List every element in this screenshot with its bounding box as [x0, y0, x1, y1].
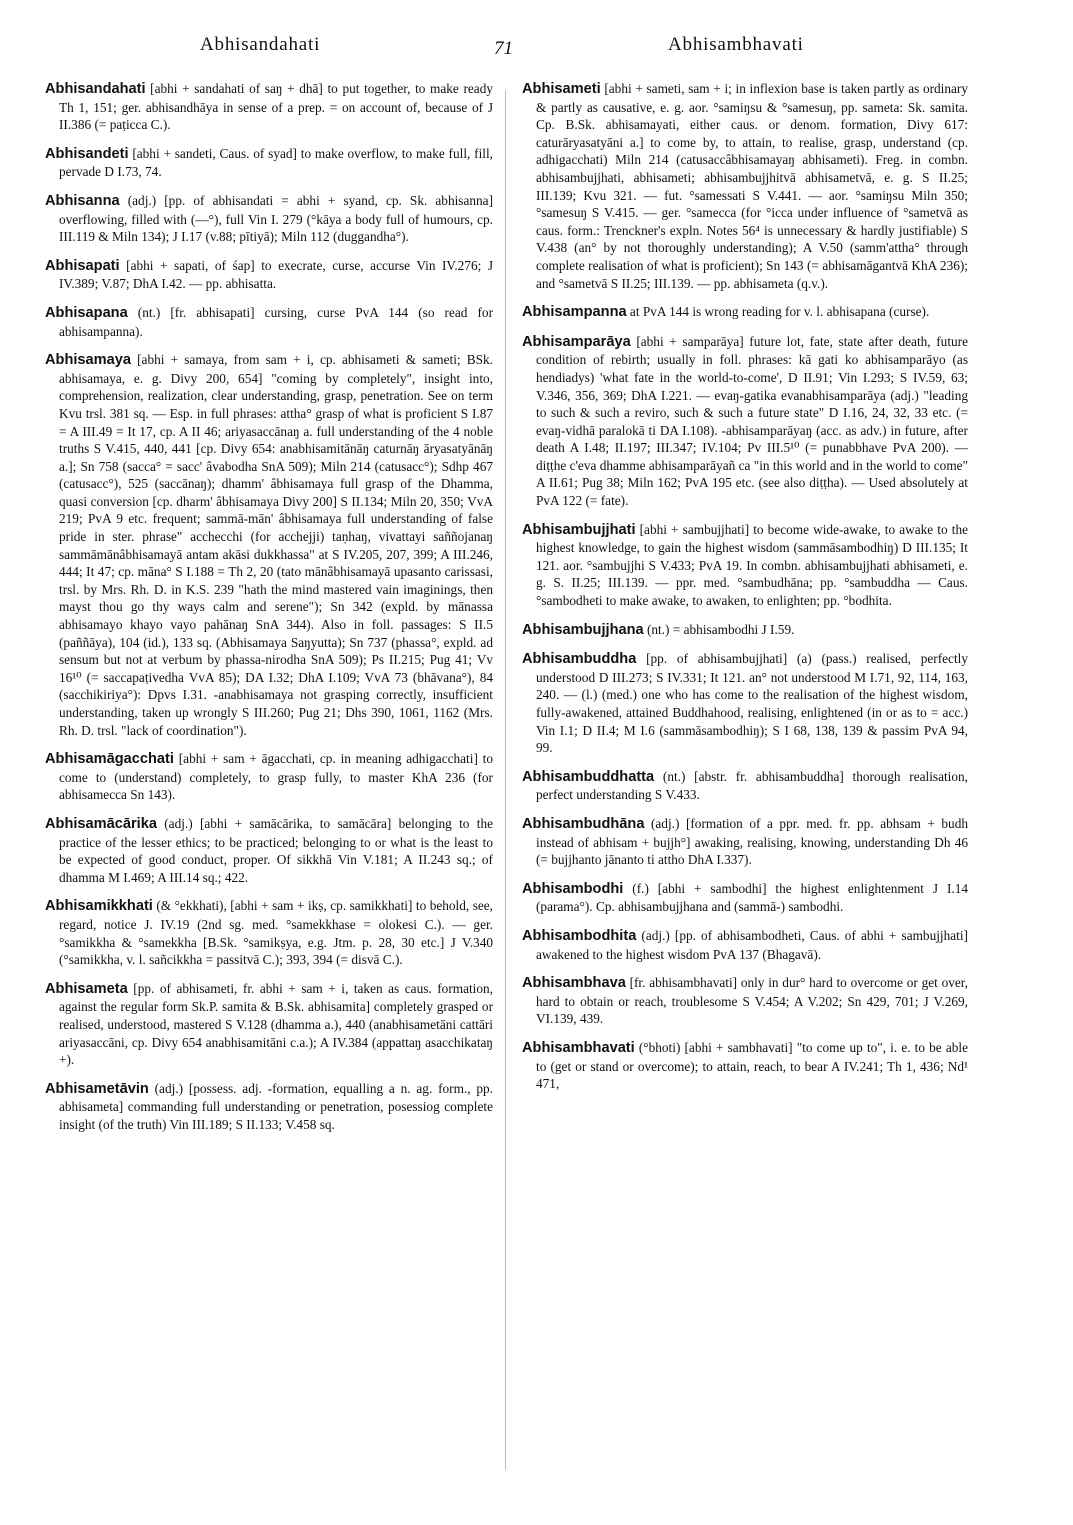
- entry-headword: Abhisambujjhati: [522, 521, 636, 538]
- entry-body: [abhi + sam + āgacchati, cp. in meaning adhigacchati] to come to (understand) completely, to grasp fully, to master KhA 236 (for abhisameccа Sn 143).: [59, 751, 493, 803]
- entry-headword: Abhisamikkhati: [45, 898, 153, 915]
- dictionary-entry: [45, 980, 493, 1069]
- entry-body: [abhi + sameti, sam + i; in inflexion base is taken partly as ordinary & partly as causative, e. g. aor. °samiŋsu & °samesuŋ, pp. sameta: Sk. samita. Cp. B.Sk. abhisamayati, either caus. or denom. formation, Divy 617: caturāryasatyāni a.] to come by, to attain, to realise, grasp, understand (cp. adhigacchati) Miln 214 (catusaccâbhisamayaŋ abhisameti). Freg. in combn. abhisambujjhati, abhisameti; abhisambujjhitvā abhisametvā, e. g. S II.25; III.139; Kvu 321. — fut. °samessati S V.441. — aor. °samiŋsu Miln 350; °samesuŋ S V.415. — ger. °samecca (for °icca under influence of °sametvā as caus. form.: Trenckner's expln. Notes 56⁴ is unnecessary & hardly justifiable) S V.438 (an° by not thoroughly understanding); A V.50 (samm'attha° through complete realisation of what is proficient); Sn 143 (= abhisamāgantvā KhA 236); and °sametvā S II.25; III.139. — pp. abhisameta (q.v.).: [536, 81, 968, 291]
- dictionary-entry: [522, 650, 968, 757]
- entry-headword: Abhisambujjhana: [522, 621, 644, 638]
- entry-headword: Abhisambuddha: [522, 651, 637, 668]
- dictionary-entry: [45, 192, 493, 246]
- dictionary-entry: [522, 927, 968, 963]
- entry-body: (adj.) [pp. of abhisandati = abhi + syand, cp. Sk. abhisanna] overflowing, filled with (—°), full Vin I. 279 (°kāya a body full of humours, cp. III.119 & Miln 134); J I.17 (v.88; pītiyā); Miln 112 (duggandha°).: [59, 192, 493, 245]
- dictionary-entry: [522, 303, 968, 322]
- entry-headword: Abhisandahati: [45, 81, 146, 97]
- entry-body: (adj.) [pp. of abhisambodheti, Caus. of abhi + sambujjhati] awakened to the highest wisdom PvA 137 (Bhagavā).: [536, 927, 968, 962]
- entry-headword: Abhisameti: [522, 81, 601, 97]
- entry-headword: Abhisandeti: [45, 145, 129, 162]
- dictionary-entry: [522, 880, 968, 916]
- entry-body: [fr. abhisambhavati] only in dur° hard to overcome or get over, hard to obtain or reach, troublesome S V.454; A V.202; Sn 429, 701; J V.269, VI.139, 439.: [536, 975, 968, 1027]
- dictionary-entry: [45, 815, 493, 886]
- entry-body: (nt.) = abhisambodhi J I.59.: [643, 621, 795, 637]
- entry-body: (adj.) [possess. adj. -formation, equalling a n. ag. form., pp. abhisameta] commanding full understanding or penetration, posessiog complete insight (of the truth) Vin III.189; S II.133; V.458 sq.: [59, 1080, 493, 1132]
- entry-headword: Abhisanna: [45, 192, 120, 209]
- entry-body: [abhi + sambujjhati] to become wide-awake, to awake to the highest knowledge, to gain the highest wisdom (sammāsambodhiŋ) D III.135; It 121. aor. °sambujjhi S V.433; PvA 19. In combn. abhisambujjhati abhisameti, e. g. S. II.25; III.139. — ppr. med. °sambudhāna; pp. °sambuddha — Caus. °sambodheti to make awake, to awaken, to enlighten; pp. °bodhita.: [536, 521, 968, 609]
- entry-headword: Abhisambhavati: [522, 1039, 635, 1056]
- entry-body: [pp. of abhisambujjhati] (a) (pass.) realised, perfectly understood D III.273; S IV.331; It 121. an° not understood M I.71, 92, 114, 163, 240. — (l.) (med.) one who has come to the realisation of the highest wisdom, fully-awakened, attained Buddhahood, realising, enlightened (in or as to = acc.) Vin I.1; D II.4; M I.6 (sammāsambodhiŋ); S I 68, 138, 139 & passim PvA 94, 99.: [536, 651, 968, 756]
- entry-body: [abhi + sandeti, Caus. of syad] to make overflow, to make full, fill, pervade D I.73, 74.: [59, 145, 493, 180]
- dictionary-entry: [45, 257, 493, 293]
- entry-body: (°bhoti) [abhi + sambhavati] "to come up to", i. e. to be able to (get or stand or overcome); to attain, reach, to bear A IV.241; Th 1, 436; Nd¹ 471,: [536, 1039, 968, 1092]
- entry-headword: Abhisamaya: [45, 352, 131, 369]
- entry-body: at PvA 144 is wrong reading for v. l. abhisapana (curse).: [626, 304, 930, 320]
- entry-body: [abhi + sandahati of saŋ + dhā] to put together, to make ready Th 1, 151; ger. abhisandhāya in sense of a prep. = on account of, because of J II.386 (= paṭicca C.).: [59, 81, 493, 133]
- entry-headword: Abhisamparāya: [522, 333, 631, 350]
- dictionary-entry: [45, 80, 493, 134]
- column-divider: [505, 90, 506, 1470]
- dictionary-entry: [45, 304, 493, 340]
- dictionary-entry: [522, 974, 968, 1028]
- left-column: [45, 80, 493, 1144]
- entry-body: (nt.) [abstr. fr. abhisambuddha] thorough realisation, perfect understanding S V.433.: [536, 768, 968, 803]
- entry-body: (adj.) [abhi + samācārika, to samācāra] belonging to the practice of the lesser ethics; to be practiced; belonging to or what is the least to be expected of good conduct, proper. Of sikkhā Vin V.181; A II.243 sq.; of dhamma M I.469; A III.14 sq.; 422.: [59, 815, 493, 885]
- dictionary-entry: [522, 768, 968, 804]
- entry-headword: Abhisametāvin: [45, 1080, 149, 1097]
- dictionary-entry: [522, 333, 968, 510]
- dictionary-entry: [45, 145, 493, 181]
- entry-headword: Abhisapati: [45, 257, 120, 274]
- entry-headword: Abhisambhava: [522, 975, 626, 992]
- entry-headword: Abhisambodhita: [522, 927, 637, 944]
- dictionary-entry: [522, 621, 968, 640]
- dictionary-entry: [45, 897, 493, 968]
- entry-headword: Abhisapana: [45, 304, 128, 321]
- entry-body: (nt.) [fr. abhisapati] cursing, curse PvA 144 (so read for abhisampanna).: [59, 304, 493, 339]
- dictionary-entry: [522, 815, 968, 869]
- dictionary-entry: [45, 1080, 493, 1134]
- entry-body: [abhi + sapati, of śap] to execrate, curse, accurse Vin IV.276; J IV.389; V.87; DhA I.42. — pp. abhisatta.: [59, 257, 493, 292]
- entry-headword: Abhisamācārika: [45, 815, 157, 832]
- entry-body: (adj.) [formation of a ppr. med. fr. pp. abhsam + budh instead of abhisam + bujjh°] awaking, realising, knowing, understanding Dh 46 (= bujjhanto jānanto ti attho DhA I.337).: [536, 815, 968, 868]
- dictionary-entry: [522, 521, 968, 610]
- entry-headword: Abhisambudhāna: [522, 815, 645, 832]
- right-column: [522, 80, 968, 1104]
- dictionary-entry: [522, 80, 968, 292]
- entry-headword: Abhisambuddhatta: [522, 768, 655, 785]
- entry-headword: Abhisamāgacchati: [45, 751, 174, 768]
- entry-headword: Abhisampanna: [522, 304, 627, 321]
- dictionary-entry: [522, 1039, 968, 1093]
- running-header-right: Abhisambhavati: [668, 34, 804, 55]
- entry-headword: Abhisameta: [45, 980, 128, 997]
- entry-body: [abhi + samaya, from sam + i, cp. abhisameti & sameti; BSk. abhisamaya, e. g. Divy 200, 654] "coming by completely", insight into, comprehension, realization, clear understanding, grasp, penetration. See on term Kvu trsl. 381 sq. — Esp. in full phrases: attha° grasp of what is proficient S I.87 = A III.49 = It 17, cp. A II 46; ariyasaccānaŋ a. full understanding of the 4 noble truths S V.415, 440, 441 [cp. Divy 654: anabhisamitānāŋ caturnāŋ āryasatyānāŋ a.]; Sn 758 (sacca° = sacc' âvabodha SnA 509); Miln 214 (catusacc°); Sdhp 467 (catusacc°), 525 (saccānaŋ); dhamm' âbhisamaya full grasp of the Dhamma, quasi conversion [cp. dharm' âbhisamaya Divy 200] S II.134; Miln 20, 350; VvA 219; PvA 9 etc. frequent; sammā-mān' âbhisamaya full understanding of false pride in ster. phrase" acchecchi (for acchejji) taṇhaŋ, vivattayi saññojanaŋ sammāmānâbhisamayā antam akāsi dukkhassa" at S IV.205, 207, 399; A III.246, 444; It 47; cp. māna° S I.188 = Th 2, 20 (tato mānâbhisamayā upasanto carissasi, trsl. by Mrs. Rh. D. in K.S. 239 "hath the mind mastered vain imaginings, then mayst thou go thy ways calm and serene"); Sn 342 (expld. by mānassa abhisamayo khayo vayo pahānaŋ SnA 344). Also in foll. passages: S II.5 (paññāya), 104 (id.), 133 sq. (Abhisamaya Saŋyutta); Sn 737 (phassa°, expld. ad sensum but not at verbum by phassa-nirodha SnA 509); Ps II.215; Pug 41; Vv 16¹⁰ (= saccapaṭivedha VvA 85); DA I.32; DhA I.109; VvA 73 (bhāvana°), 84 (sacchikiriya°): Dpvs I.31. -anabhisamaya not grasping correctly, insufficient understanding, taken up wrongly S III.260; Pug 21; Dhs 390, 1061, 1162 (Mrs. Rh. D. trsl. "lack of coordination").: [59, 352, 493, 738]
- running-header-left: Abhisandahati: [200, 34, 321, 55]
- entry-body: (& °ekkhati), [abhi + sam + ikṣ, cp. samikkhati] to behold, see, regard, notice J. IV.19 (2nd sg. med. °samekkhase = olokesi C.). — ger. °samikkha & °samekkha [B.Sk. °samikṣya, e.g. Jtm. p. 28, 30 etc.] J V.340 (°samikkha, v. l. sañcikkha = passitvā C.); 393, 394 (= disvā C.).: [59, 898, 493, 968]
- dictionary-entry: [45, 750, 493, 804]
- entry-body: (f.) [abhi + sambodhi] the highest enlightenment J I.14 (parama°). Cp. abhisambujjhana and (sammā-) sambodhi.: [536, 880, 968, 915]
- dictionary-entry: [45, 351, 493, 739]
- entry-headword: Abhisambodhi: [522, 880, 624, 897]
- page-number: 71: [494, 38, 513, 59]
- entry-body: [pp. of abhisameti, fr. abhi + sam + i, taken as caus. formation, against the regular form Sk.P. samita & B.Sk. abhisamita] completely grasped or realised, understood, mastered S V.128 (dhamma a.), 440 (anabhisametāni cattāri ariyasaccāni, cp. Divy 654 anabhisamitāni c.a.); A IV.384 (appattaŋ asacchikataŋ +).: [59, 980, 493, 1068]
- entry-body: [abhi + samparāya] future lot, fate, state after death, future condition of rebirth; usually in foll. phrases: kā gati ko abhisamparāyo (as hendiadys) 'what fate in the world-to-come', D II.91; Vin I.293; S IV.59, 63; V.346, 356, 369; DhA I.221. — evaŋ-gatika evanabhisamparāya (adj.) "leading to such & such a reviro, such & such a future state" D I.16, 24, 32, 33 etc. (= evaŋ-vidhā paralokā ti DA I.108). -abhisamparāyaŋ (acc. as adv.) in future, after death A I.48; II.197; III.347; IV.104; Pv III.5¹⁰ (= punabbhave PvA 200). — diṭṭhe c'eva dhamme abhisamparāyañ ca "in this world and in the world to come" A II.61; Pug 38; Miln 162; PvA 195 etc. (see also diṭṭha). — Used absolutely at PvA 122 (= fate).: [536, 333, 968, 509]
